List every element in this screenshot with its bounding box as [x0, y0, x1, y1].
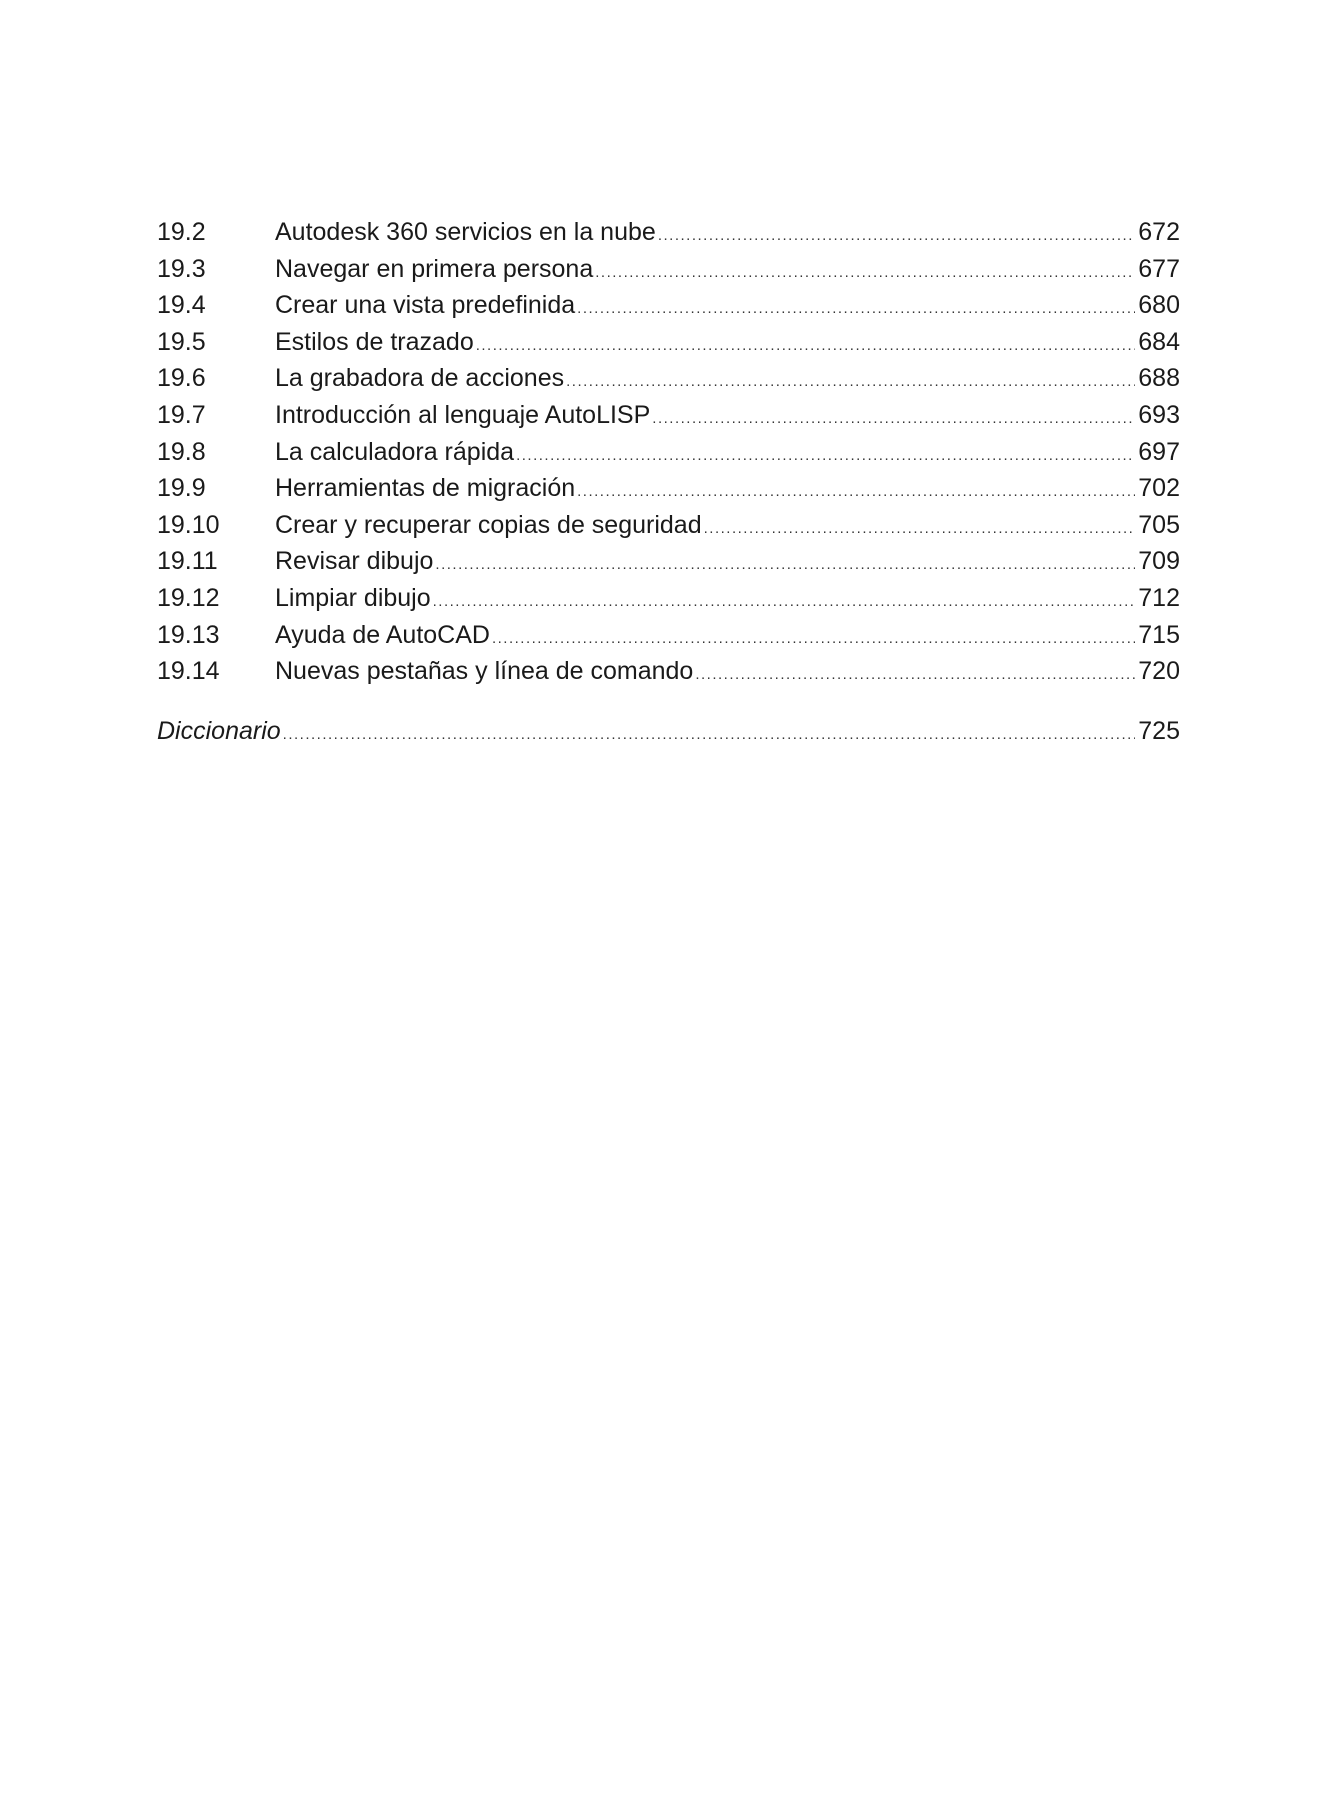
- toc-entry-number: 19.5: [157, 327, 206, 356]
- table-of-contents: [157, 214, 1180, 749]
- dot-leader: [695, 657, 1135, 694]
- toc-entry[interactable]: [157, 397, 1180, 434]
- dot-leader: [492, 621, 1135, 658]
- toc-entry-page: 709: [1138, 547, 1180, 576]
- toc-entry[interactable]: [157, 543, 1180, 580]
- toc-entry-number: 19.12: [157, 583, 220, 612]
- toc-entry[interactable]: [157, 214, 1180, 251]
- dot-leader: [658, 218, 1135, 255]
- dot-leader: [516, 438, 1135, 475]
- toc-entry-title: Estilos de trazado: [275, 327, 474, 356]
- dot-leader: [566, 364, 1135, 401]
- toc-entry-page: 693: [1138, 400, 1180, 429]
- toc-entry-number: 19.14: [157, 657, 220, 686]
- toc-entry-number: 19.8: [157, 437, 206, 466]
- toc-entry-page: 715: [1138, 620, 1180, 649]
- toc-entry-title: Autodesk 360 servicios en la nube: [275, 218, 656, 246]
- dot-leader: [652, 401, 1135, 438]
- toc-entry[interactable]: [157, 251, 1180, 288]
- dot-leader: [704, 511, 1136, 548]
- toc-entry-title: La calculadora rápida: [275, 437, 515, 466]
- toc-entry-page: 697: [1138, 437, 1180, 466]
- toc-entry-number: 19.6: [157, 364, 206, 393]
- toc-entry-page: 680: [1138, 291, 1180, 320]
- toc-entry[interactable]: [157, 653, 1180, 690]
- toc-entry-page: 672: [1138, 218, 1180, 246]
- toc-entry-title: Revisar dibujo: [275, 547, 434, 576]
- toc-entry-number: 19.9: [157, 474, 206, 503]
- toc-entry-page: 702: [1138, 474, 1180, 503]
- toc-entry-title: Ayuda de AutoCAD: [275, 620, 490, 649]
- toc-entry-page: 684: [1138, 327, 1180, 356]
- toc-entry[interactable]: [157, 507, 1180, 544]
- toc-entry-page: 688: [1138, 364, 1180, 393]
- dot-leader: [435, 547, 1135, 584]
- toc-entry-title: Crear y recuperar copias de seguridad: [275, 510, 702, 539]
- toc-entry-page: 712: [1138, 583, 1180, 612]
- dot-leader: [476, 328, 1136, 365]
- toc-entry-number: 19.7: [157, 400, 206, 429]
- dot-leader: [595, 255, 1135, 292]
- toc-entry-title: Diccionario: [157, 716, 281, 745]
- toc-entry-title: Limpiar dibujo: [275, 583, 431, 612]
- toc-entry-page: 705: [1138, 510, 1180, 539]
- toc-entry-page: 720: [1138, 657, 1180, 686]
- toc-entry-title: La grabadora de acciones: [275, 364, 565, 393]
- toc-entry[interactable]: [157, 324, 1180, 361]
- toc-entry-title: Introducción al lenguaje AutoLISP: [275, 400, 651, 429]
- toc-entry-page: 725: [1138, 716, 1180, 745]
- toc-entry[interactable]: [157, 580, 1180, 617]
- toc-entry-title: Navegar en primera persona: [275, 254, 594, 283]
- toc-entry-number: 19.11: [157, 547, 218, 576]
- dot-leader: [577, 474, 1135, 511]
- toc-entry-number: 19.3: [157, 254, 206, 283]
- toc-entry-page: 677: [1138, 254, 1180, 283]
- toc-entry-number: 19.4: [157, 291, 206, 320]
- toc-entry-number: 19.13: [157, 620, 220, 649]
- toc-entry-dictionary[interactable]: [157, 713, 1180, 750]
- toc-entry[interactable]: [157, 434, 1180, 471]
- toc-entry-number: 19.2: [157, 218, 206, 246]
- toc-entry[interactable]: [157, 360, 1180, 397]
- toc-entry-title: Crear una vista predefinida: [275, 291, 576, 320]
- toc-entry[interactable]: [157, 287, 1180, 324]
- dot-leader: [433, 584, 1136, 621]
- toc-entry-title: Nuevas pestañas y línea de comando: [275, 657, 694, 686]
- toc-entry[interactable]: [157, 470, 1180, 507]
- dot-leader: [283, 717, 1136, 754]
- toc-entry[interactable]: [157, 617, 1180, 654]
- toc-entry-number: 19.10: [157, 510, 220, 539]
- toc-entry-title: Herramientas de migración: [275, 474, 576, 503]
- dot-leader: [577, 291, 1135, 328]
